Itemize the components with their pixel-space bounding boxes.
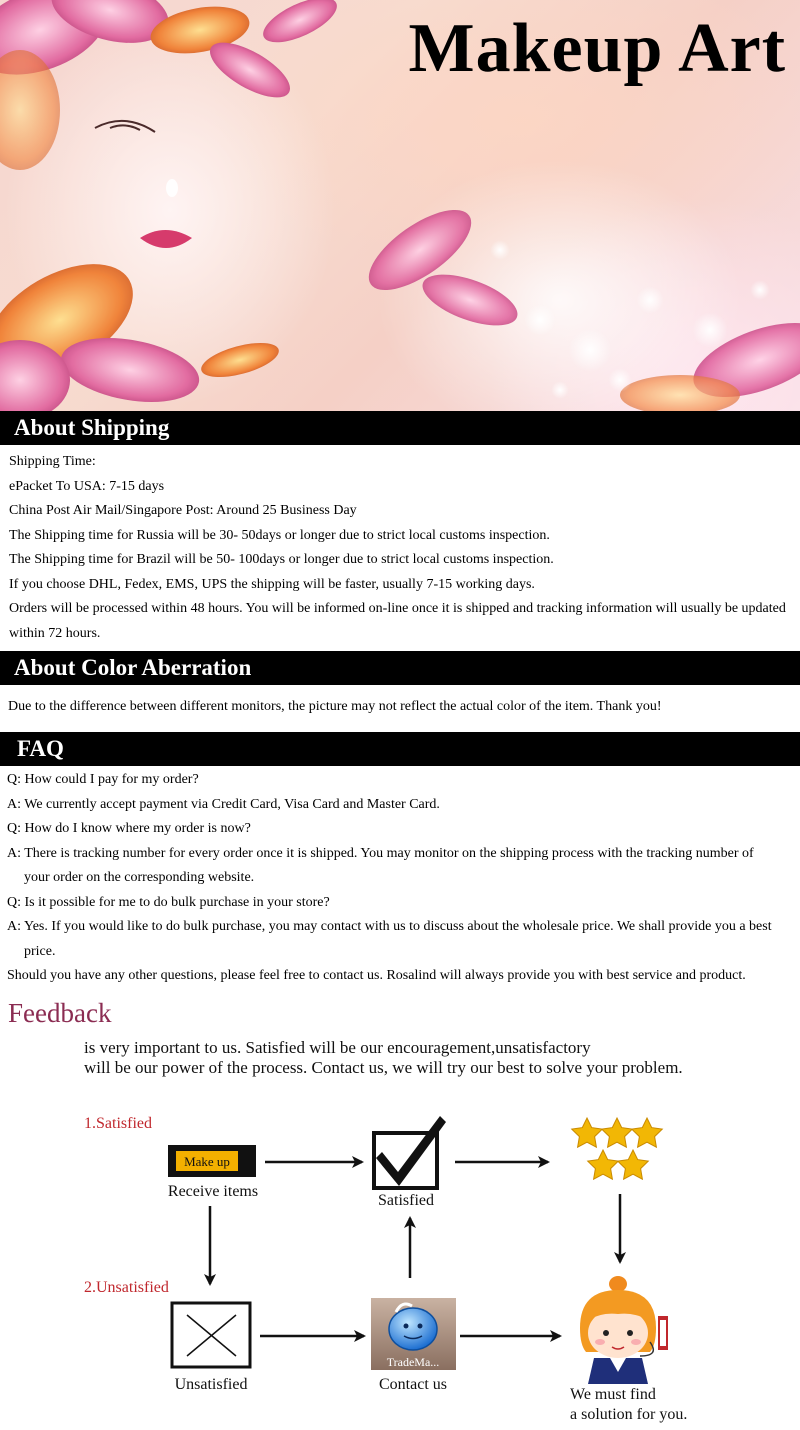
feedback-desc-line: is very important to us. Satisfied will be our encouragement,unsatisfactory <box>84 1038 591 1057</box>
solution-label-line2: a solution for you. <box>570 1406 688 1423</box>
shipping-line: The Shipping time for Brazil will be 50- 100days or longer due to strict local customs inspection. <box>9 552 554 567</box>
faq-closing: Should you have any other questions, please feel free to contact us. Rosalind will always provide you with best service and product. <box>7 968 746 983</box>
trademanager-icon <box>371 1298 456 1370</box>
feedback-description <box>84 1038 683 1078</box>
section-heading-shipping: About Shipping <box>0 411 800 445</box>
makeup-box-label: Make up <box>184 1154 230 1169</box>
satisfied-label: Satisfied <box>378 1192 434 1209</box>
shipping-line: Orders will be processed within 48 hours. You will be informed on-line once it is shipped and tracking information will usually be updated within 72 hours. <box>9 601 786 641</box>
shipping-line: Shipping Time: <box>9 454 96 469</box>
shipping-line: ePacket To USA: 7-15 days <box>9 478 165 494</box>
trademanager-label: TradeMa... <box>386 1355 440 1369</box>
faq-question: Q: How do I know where my order is now? <box>7 821 251 836</box>
hero-title: Makeup Art <box>408 10 786 87</box>
faq-question: Q: Is it possible for me to do bulk purchase in your store? <box>7 894 330 910</box>
contact-us-label: Contact us <box>379 1376 447 1393</box>
faq-answer: A: Yes. If you would like to do bulk purchase, you may contact with us to discuss about the wholesale price. We shall provide you a best price. <box>7 919 772 959</box>
section-heading-color: About Color Aberration <box>0 651 800 685</box>
five-stars-icon <box>572 1118 663 1179</box>
color-note <box>8 695 793 720</box>
feedback-desc-line: will be our power of the process. Contact us, we will try our best to solve your problem. <box>84 1058 683 1077</box>
shipping-line: China Post Air Mail/Singapore Post: Around 25 Business Day <box>9 503 357 518</box>
shipping-line: The Shipping time for Russia will be 30- 50days or longer due to strict local customs inspection. <box>9 527 550 543</box>
support-agent-icon <box>580 1276 668 1384</box>
checkmark-icon <box>374 1116 446 1188</box>
cross-box-icon <box>172 1303 250 1367</box>
faq-list <box>7 768 777 989</box>
receive-items-label: Receive items <box>167 1183 259 1200</box>
makeup-package-icon <box>168 1145 256 1177</box>
hero-banner <box>0 0 800 411</box>
solution-label-line1: We must find <box>570 1386 656 1403</box>
satisfied-heading: 1.Satisfied <box>84 1115 152 1132</box>
feedback-title: Feedback <box>8 998 112 1028</box>
shipping-line: If you choose DHL, Fedex, EMS, UPS the shipping will be faster, usually 7-15 working days. <box>9 576 535 592</box>
shipping-details <box>9 450 794 646</box>
unsatisfied-label: Unsatisfied <box>174 1376 248 1393</box>
feedback-flow-diagram <box>0 1100 800 1430</box>
unsatisfied-heading: 2.Unsatisfied <box>84 1279 169 1296</box>
faq-question: Q: How could I pay for my order? <box>7 772 199 787</box>
faq-answer: A: We currently accept payment via Credit Card, Visa Card and Master Card. <box>7 796 440 812</box>
section-heading-faq: FAQ <box>0 732 800 766</box>
color-text: Due to the difference between different monitors, the picture may not reflect the actual color of the item. Thank you! <box>8 699 662 714</box>
faq-answer: A: There is tracking number for every order once it is shipped. You may monitor on the shipping process with the tracking number of your order on the corresponding website. <box>7 845 754 885</box>
